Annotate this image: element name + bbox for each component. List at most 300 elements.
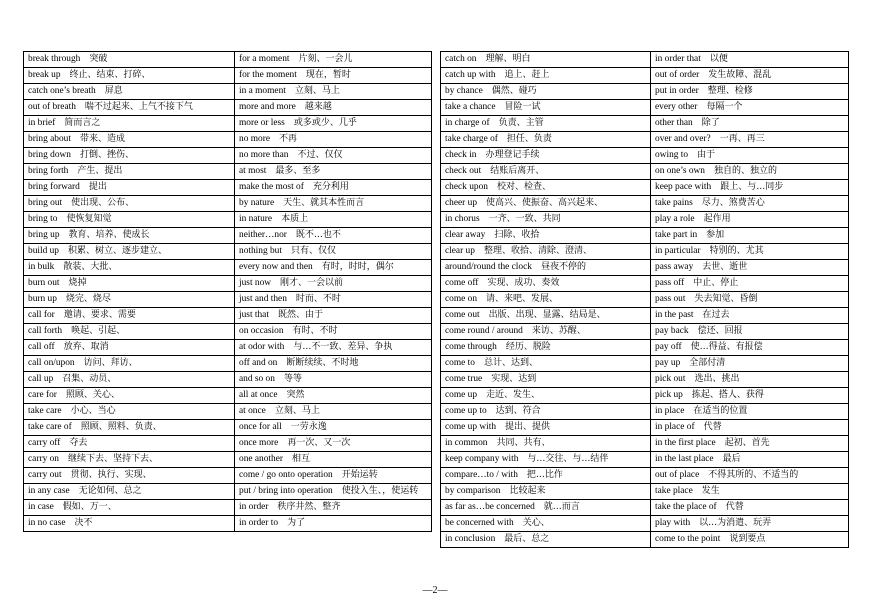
table-row: [441, 228, 849, 244]
chinese-meaning: 教育、培养、使成长: [68, 230, 150, 240]
chinese-meaning: 唤起、引起、: [71, 326, 126, 336]
chinese-meaning: 实现、成功、奏效: [487, 278, 560, 288]
english-phrase: carry off: [28, 438, 61, 448]
phrase-cell: [651, 516, 849, 532]
phrase-cell: [651, 500, 849, 516]
chinese-meaning: 最后、总之: [504, 534, 550, 544]
english-phrase: just and then: [239, 294, 287, 304]
english-phrase: put / bring into operation: [239, 486, 333, 496]
table-row: [441, 196, 849, 212]
table-row: [24, 404, 432, 420]
english-phrase: keep company with: [445, 454, 519, 464]
phrase-cell: [651, 484, 849, 500]
chinese-meaning: 独自的、独立的: [714, 166, 778, 176]
english-phrase: in order to: [239, 518, 279, 528]
table-row: [24, 84, 432, 100]
english-phrase: take place: [655, 486, 693, 496]
phrase-cell: [24, 244, 235, 260]
chinese-meaning: 不过、仅仅: [297, 150, 343, 160]
chinese-meaning: 使出现、公布、: [71, 198, 135, 208]
chinese-meaning: 代替: [725, 502, 744, 512]
english-phrase: by chance: [445, 86, 483, 96]
english-phrase: come up: [445, 390, 478, 400]
chinese-meaning: 把…比作: [526, 470, 563, 480]
english-phrase: just now: [239, 278, 272, 288]
english-phrase: out of breath: [28, 102, 76, 112]
phrase-cell: [441, 148, 651, 164]
english-phrase: pass away: [655, 262, 694, 272]
table-row: [24, 340, 432, 356]
english-phrase: in nature: [239, 214, 273, 224]
chinese-meaning: 出版、出现、显露、结局是、: [488, 310, 606, 320]
chinese-meaning: 立刻、马上: [274, 406, 320, 416]
english-phrase: in no case: [28, 518, 66, 528]
english-phrase: in common: [445, 438, 488, 448]
table-row: [441, 532, 849, 548]
english-phrase: nothing but: [239, 246, 282, 256]
table-row: [441, 164, 849, 180]
phrase-cell: [441, 100, 651, 116]
table-row: [441, 52, 849, 68]
chinese-meaning: 屏息: [104, 86, 123, 96]
english-phrase: catch up with: [445, 70, 496, 80]
phrase-cell: [235, 52, 432, 68]
chinese-meaning: 提出、提供: [505, 422, 551, 432]
english-phrase: call on/upon: [28, 358, 75, 368]
chinese-meaning: 只有、仅仅: [290, 246, 336, 256]
phrase-cell: [441, 404, 651, 420]
english-phrase: take care of: [28, 422, 72, 432]
english-phrase: pass out: [655, 294, 686, 304]
phrase-cell: [651, 244, 849, 260]
english-phrase: put in order: [655, 86, 699, 96]
phrase-cell: [651, 212, 849, 228]
english-phrase: play a role: [655, 214, 695, 224]
phrase-cell: [441, 468, 651, 484]
chinese-meaning: 本质上: [281, 214, 309, 224]
english-phrase: call for: [28, 310, 55, 320]
english-phrase: take care: [28, 406, 62, 416]
table-row: [24, 68, 432, 84]
phrase-cell: [24, 452, 235, 468]
chinese-meaning: 时而、不时: [295, 294, 341, 304]
english-phrase: off and on: [239, 358, 278, 368]
english-phrase: every other: [655, 102, 698, 112]
phrase-cell: [24, 356, 235, 372]
chinese-meaning: 既不…也不: [295, 230, 341, 240]
phrase-cell: [441, 324, 651, 340]
chinese-meaning: 简而言之: [64, 118, 101, 128]
phrase-cell: [235, 228, 432, 244]
phrase-cell: [441, 68, 651, 84]
english-phrase: keep pace with: [655, 182, 712, 192]
chinese-meaning: 产生、提出: [77, 166, 123, 176]
phrase-cell: [441, 116, 651, 132]
english-phrase: bring to: [28, 214, 58, 224]
phrase-cell: [24, 324, 235, 340]
english-phrase: in place of: [655, 422, 695, 432]
english-phrase: no more: [239, 134, 270, 144]
chinese-meaning: 每隔一个: [706, 102, 743, 112]
english-phrase: break up: [28, 70, 61, 80]
chinese-meaning: 断断续续、不时地: [286, 358, 359, 368]
phrase-cell: [24, 404, 235, 420]
english-phrase: as far as…be concerned: [445, 502, 535, 512]
table-row: [24, 260, 432, 276]
phrase-cell: [24, 228, 235, 244]
chinese-meaning: 天生、就其本性而言: [283, 198, 365, 208]
chinese-meaning: 贯彻、执行、实现、: [70, 470, 152, 480]
chinese-meaning: 照顾、照料、负责、: [80, 422, 162, 432]
english-phrase: call off: [28, 342, 55, 352]
phrase-cell: [441, 212, 651, 228]
table-row: [24, 116, 432, 132]
english-phrase: come / go onto operation: [239, 470, 333, 480]
phrase-cell: [441, 388, 651, 404]
english-phrase: come up with: [445, 422, 497, 432]
phrase-cell: [651, 468, 849, 484]
chinese-meaning: 照顾、关心、: [65, 390, 120, 400]
phrase-cell: [235, 84, 432, 100]
phrase-cell: [651, 436, 849, 452]
english-phrase: pay off: [655, 342, 682, 352]
english-phrase: bring up: [28, 230, 60, 240]
english-phrase: once for all: [239, 422, 282, 432]
chinese-meaning: 一再、再三: [719, 134, 765, 144]
english-phrase: carry out: [28, 470, 62, 480]
english-phrase: come to the point: [655, 534, 721, 544]
phrase-cell: [651, 452, 849, 468]
chinese-meaning: 一齐、一致、共同: [488, 214, 561, 224]
chinese-meaning: 整理、检修: [707, 86, 753, 96]
chinese-meaning: 邀请、要求、需要: [63, 310, 136, 320]
table-row: [24, 388, 432, 404]
english-phrase: bring down: [28, 150, 71, 160]
english-phrase: every now and then: [239, 262, 313, 272]
phrase-cell: [24, 388, 235, 404]
chinese-meaning: 以便: [709, 54, 728, 64]
phrase-cell: [441, 132, 651, 148]
chinese-meaning: 追上、赶上: [504, 70, 550, 80]
phrase-cell: [651, 68, 849, 84]
english-phrase: on occasion: [239, 326, 284, 336]
phrase-cell: [651, 276, 849, 292]
chinese-meaning: 说到要点: [729, 534, 766, 544]
chinese-meaning: 偶然、碰巧: [491, 86, 537, 96]
table-row: [24, 372, 432, 388]
phrase-cell: [24, 276, 235, 292]
chinese-meaning: 共同、共有、: [496, 438, 551, 448]
english-phrase: out of place: [655, 470, 700, 480]
phrase-cell: [651, 340, 849, 356]
english-phrase: take part in: [655, 230, 698, 240]
chinese-meaning: 积累、树立、逐步建立、: [68, 246, 168, 256]
phrase-cell: [24, 292, 235, 308]
phrase-cell: [441, 180, 651, 196]
chinese-meaning: 拣起、搭人、获得: [691, 390, 764, 400]
chinese-meaning: 关心、: [522, 518, 550, 528]
table-row: [24, 324, 432, 340]
vocabulary-table: [440, 51, 849, 548]
table-row: [24, 276, 432, 292]
chinese-meaning: 带来、造成: [79, 134, 125, 144]
english-phrase: pick up: [655, 390, 683, 400]
table-row: [441, 452, 849, 468]
phrase-cell: [235, 420, 432, 436]
table-row: [24, 484, 432, 500]
chinese-meaning: 达到、符合: [495, 406, 541, 416]
phrase-cell: [24, 436, 235, 452]
phrase-cell: [235, 180, 432, 196]
phrase-cell: [441, 260, 651, 276]
english-phrase: in conclusion: [445, 534, 496, 544]
chinese-meaning: 夺去: [69, 438, 88, 448]
chinese-meaning: 打倒、挫伤、: [79, 150, 134, 160]
table-row: [24, 164, 432, 180]
phrase-cell: [651, 180, 849, 196]
phrase-cell: [235, 340, 432, 356]
phrase-cell: [441, 244, 651, 260]
chinese-meaning: 决不: [74, 518, 93, 528]
phrase-cell: [651, 292, 849, 308]
phrase-cell: [441, 228, 651, 244]
english-phrase: in charge of: [445, 118, 490, 128]
phrase-cell: [441, 436, 651, 452]
english-phrase: in order: [239, 502, 269, 512]
english-phrase: build up: [28, 246, 59, 256]
english-phrase: in bulk: [28, 262, 55, 272]
english-phrase: in particular: [655, 246, 701, 256]
english-phrase: make the most of: [239, 182, 304, 192]
phrase-cell: [441, 340, 651, 356]
english-phrase: other than: [655, 118, 693, 128]
phrase-cell: [235, 356, 432, 372]
chinese-meaning: 召集、动员、: [62, 374, 117, 384]
chinese-meaning: 结账后离开、: [490, 166, 545, 176]
chinese-meaning: 越来越: [304, 102, 332, 112]
chinese-meaning: 有时，时时，偶尔: [321, 262, 394, 272]
table-row: [441, 516, 849, 532]
table-body: [24, 52, 432, 532]
chinese-meaning: 烧掉: [68, 278, 87, 288]
phrase-cell: [651, 196, 849, 212]
phrase-cell: [24, 212, 235, 228]
chinese-meaning: 走近、发生、: [486, 390, 541, 400]
table-row: [441, 404, 849, 420]
vocabulary-table: [23, 51, 432, 532]
chinese-meaning: 以…为消遣、玩弄: [699, 518, 772, 528]
english-phrase: for a moment: [239, 54, 290, 64]
phrase-cell: [235, 260, 432, 276]
phrase-cell: [24, 372, 235, 388]
english-phrase: pay up: [655, 358, 681, 368]
phrase-cell: [24, 308, 235, 324]
english-phrase: burn up: [28, 294, 57, 304]
phrase-cell: [651, 388, 849, 404]
chinese-meaning: 昼夜不停的: [540, 262, 586, 272]
english-phrase: bring forth: [28, 166, 69, 176]
english-phrase: in the last place: [655, 454, 714, 464]
phrase-cell: [235, 516, 432, 532]
english-phrase: more or less: [239, 118, 285, 128]
table-row: [441, 500, 849, 516]
chinese-meaning: 在过去: [702, 310, 730, 320]
english-phrase: neither…nor: [239, 230, 287, 240]
english-phrase: just that: [239, 310, 269, 320]
phrase-cell: [235, 436, 432, 452]
chinese-meaning: 烧完、烧尽: [65, 294, 111, 304]
phrase-cell: [235, 116, 432, 132]
table-row: [441, 260, 849, 276]
chinese-meaning: 再一次、又一次: [287, 438, 351, 448]
english-phrase: check out: [445, 166, 482, 176]
english-phrase: call forth: [28, 326, 63, 336]
english-phrase: over and over?: [655, 134, 711, 144]
phrase-cell: [651, 372, 849, 388]
table-row: [24, 468, 432, 484]
phrase-cell: [235, 308, 432, 324]
chinese-meaning: 代替: [703, 422, 722, 432]
chinese-meaning: 失去知觉、昏倒: [694, 294, 758, 304]
table-row: [24, 196, 432, 212]
phrase-cell: [24, 84, 235, 100]
chinese-meaning: 起初、首先: [724, 438, 770, 448]
english-phrase: at odor with: [239, 342, 285, 352]
english-phrase: compare…to / with: [445, 470, 518, 480]
table-row: [24, 308, 432, 324]
phrase-cell: [235, 372, 432, 388]
chinese-meaning: 请、来吧、发展、: [486, 294, 559, 304]
chinese-meaning: 片刻、一会儿: [298, 54, 353, 64]
chinese-meaning: 突破: [89, 54, 108, 64]
english-phrase: no more than: [239, 150, 289, 160]
chinese-meaning: 办理登记手续: [485, 150, 540, 160]
chinese-meaning: 由于: [697, 150, 716, 160]
phrase-cell: [235, 324, 432, 340]
chinese-meaning: 喘不过起来、上气不接下气: [84, 102, 193, 112]
phrase-cell: [441, 292, 651, 308]
chinese-meaning: 最后: [722, 454, 741, 464]
english-phrase: come through: [445, 342, 497, 352]
english-phrase: play with: [655, 518, 691, 528]
english-phrase: come on: [445, 294, 478, 304]
chinese-meaning: 冒险一试: [504, 102, 541, 112]
chinese-meaning: 相互: [292, 454, 311, 464]
phrase-cell: [24, 164, 235, 180]
chinese-meaning: 整理、收拾、清除、澄清、: [483, 246, 592, 256]
english-phrase: come to: [445, 358, 475, 368]
table-row: [441, 244, 849, 260]
chinese-meaning: 立刻、马上: [294, 86, 340, 96]
english-phrase: pay back: [655, 326, 689, 336]
chinese-meaning: 开始运转: [341, 470, 378, 480]
table-row: [24, 356, 432, 372]
chinese-meaning: 既然、由于: [277, 310, 323, 320]
english-phrase: in a moment: [239, 86, 286, 96]
chinese-meaning: 秩序井然、整齐: [277, 502, 341, 512]
vocabulary-table-left: [23, 51, 431, 532]
phrase-cell: [651, 420, 849, 436]
chinese-meaning: 经历、脱险: [505, 342, 551, 352]
phrase-cell: [235, 292, 432, 308]
table-row: [441, 340, 849, 356]
english-phrase: cheer up: [445, 198, 478, 208]
chinese-meaning: 小心、当心: [70, 406, 116, 416]
chinese-meaning: 继续下去、坚持下去、: [67, 454, 158, 464]
phrase-cell: [24, 116, 235, 132]
english-phrase: burn out: [28, 278, 60, 288]
chinese-meaning: 参加: [706, 230, 725, 240]
chinese-meaning: 最多、至多: [275, 166, 321, 176]
table-row: [441, 436, 849, 452]
table-row: [24, 244, 432, 260]
chinese-meaning: 扫除、收拾: [494, 230, 540, 240]
table-row: [24, 292, 432, 308]
english-phrase: come round / around: [445, 326, 523, 336]
english-phrase: all at once: [239, 390, 278, 400]
chinese-meaning: 比较起来: [509, 486, 546, 496]
english-phrase: break through: [28, 54, 81, 64]
table-body: [441, 52, 849, 548]
phrase-cell: [235, 388, 432, 404]
english-phrase: carry on: [28, 454, 59, 464]
phrase-cell: [651, 148, 849, 164]
chinese-meaning: 与…不一致、差异、争执: [293, 342, 393, 352]
phrase-cell: [24, 260, 235, 276]
table-row: [24, 180, 432, 196]
english-phrase: for the moment: [239, 70, 297, 80]
english-phrase: take charge of: [445, 134, 498, 144]
phrase-cell: [441, 84, 651, 100]
english-phrase: at once: [239, 406, 266, 416]
phrase-cell: [235, 164, 432, 180]
english-phrase: in place: [655, 406, 685, 416]
table-row: [441, 324, 849, 340]
phrase-cell: [441, 420, 651, 436]
chinese-meaning: 来访、苏醒、: [531, 326, 586, 336]
chinese-meaning: 偿还、回报: [697, 326, 743, 336]
phrase-cell: [441, 196, 651, 212]
chinese-meaning: 全部付清: [689, 358, 726, 368]
chinese-meaning: 刚才、一会以前: [280, 278, 344, 288]
table-row: [24, 52, 432, 68]
table-row: [441, 276, 849, 292]
chinese-meaning: 担任、负责: [506, 134, 552, 144]
table-row: [441, 420, 849, 436]
phrase-cell: [651, 132, 849, 148]
table-row: [24, 436, 432, 452]
phrase-cell: [651, 164, 849, 180]
phrase-cell: [24, 484, 235, 500]
phrase-cell: [24, 52, 235, 68]
chinese-meaning: 实现、达到: [491, 374, 537, 384]
chinese-meaning: 使高兴、使振奋、高兴起来、: [486, 198, 604, 208]
english-phrase: check in: [445, 150, 477, 160]
table-row: [441, 180, 849, 196]
phrase-cell: [235, 68, 432, 84]
table-row: [441, 148, 849, 164]
phrase-cell: [651, 532, 849, 548]
english-phrase: one another: [239, 454, 283, 464]
english-phrase: pick out: [655, 374, 686, 384]
english-phrase: clear up: [445, 246, 475, 256]
english-phrase: by nature: [239, 198, 275, 208]
phrase-cell: [24, 468, 235, 484]
chinese-meaning: 总计、达到、: [483, 358, 538, 368]
phrase-cell: [441, 164, 651, 180]
phrase-cell: [24, 196, 235, 212]
phrase-cell: [235, 132, 432, 148]
